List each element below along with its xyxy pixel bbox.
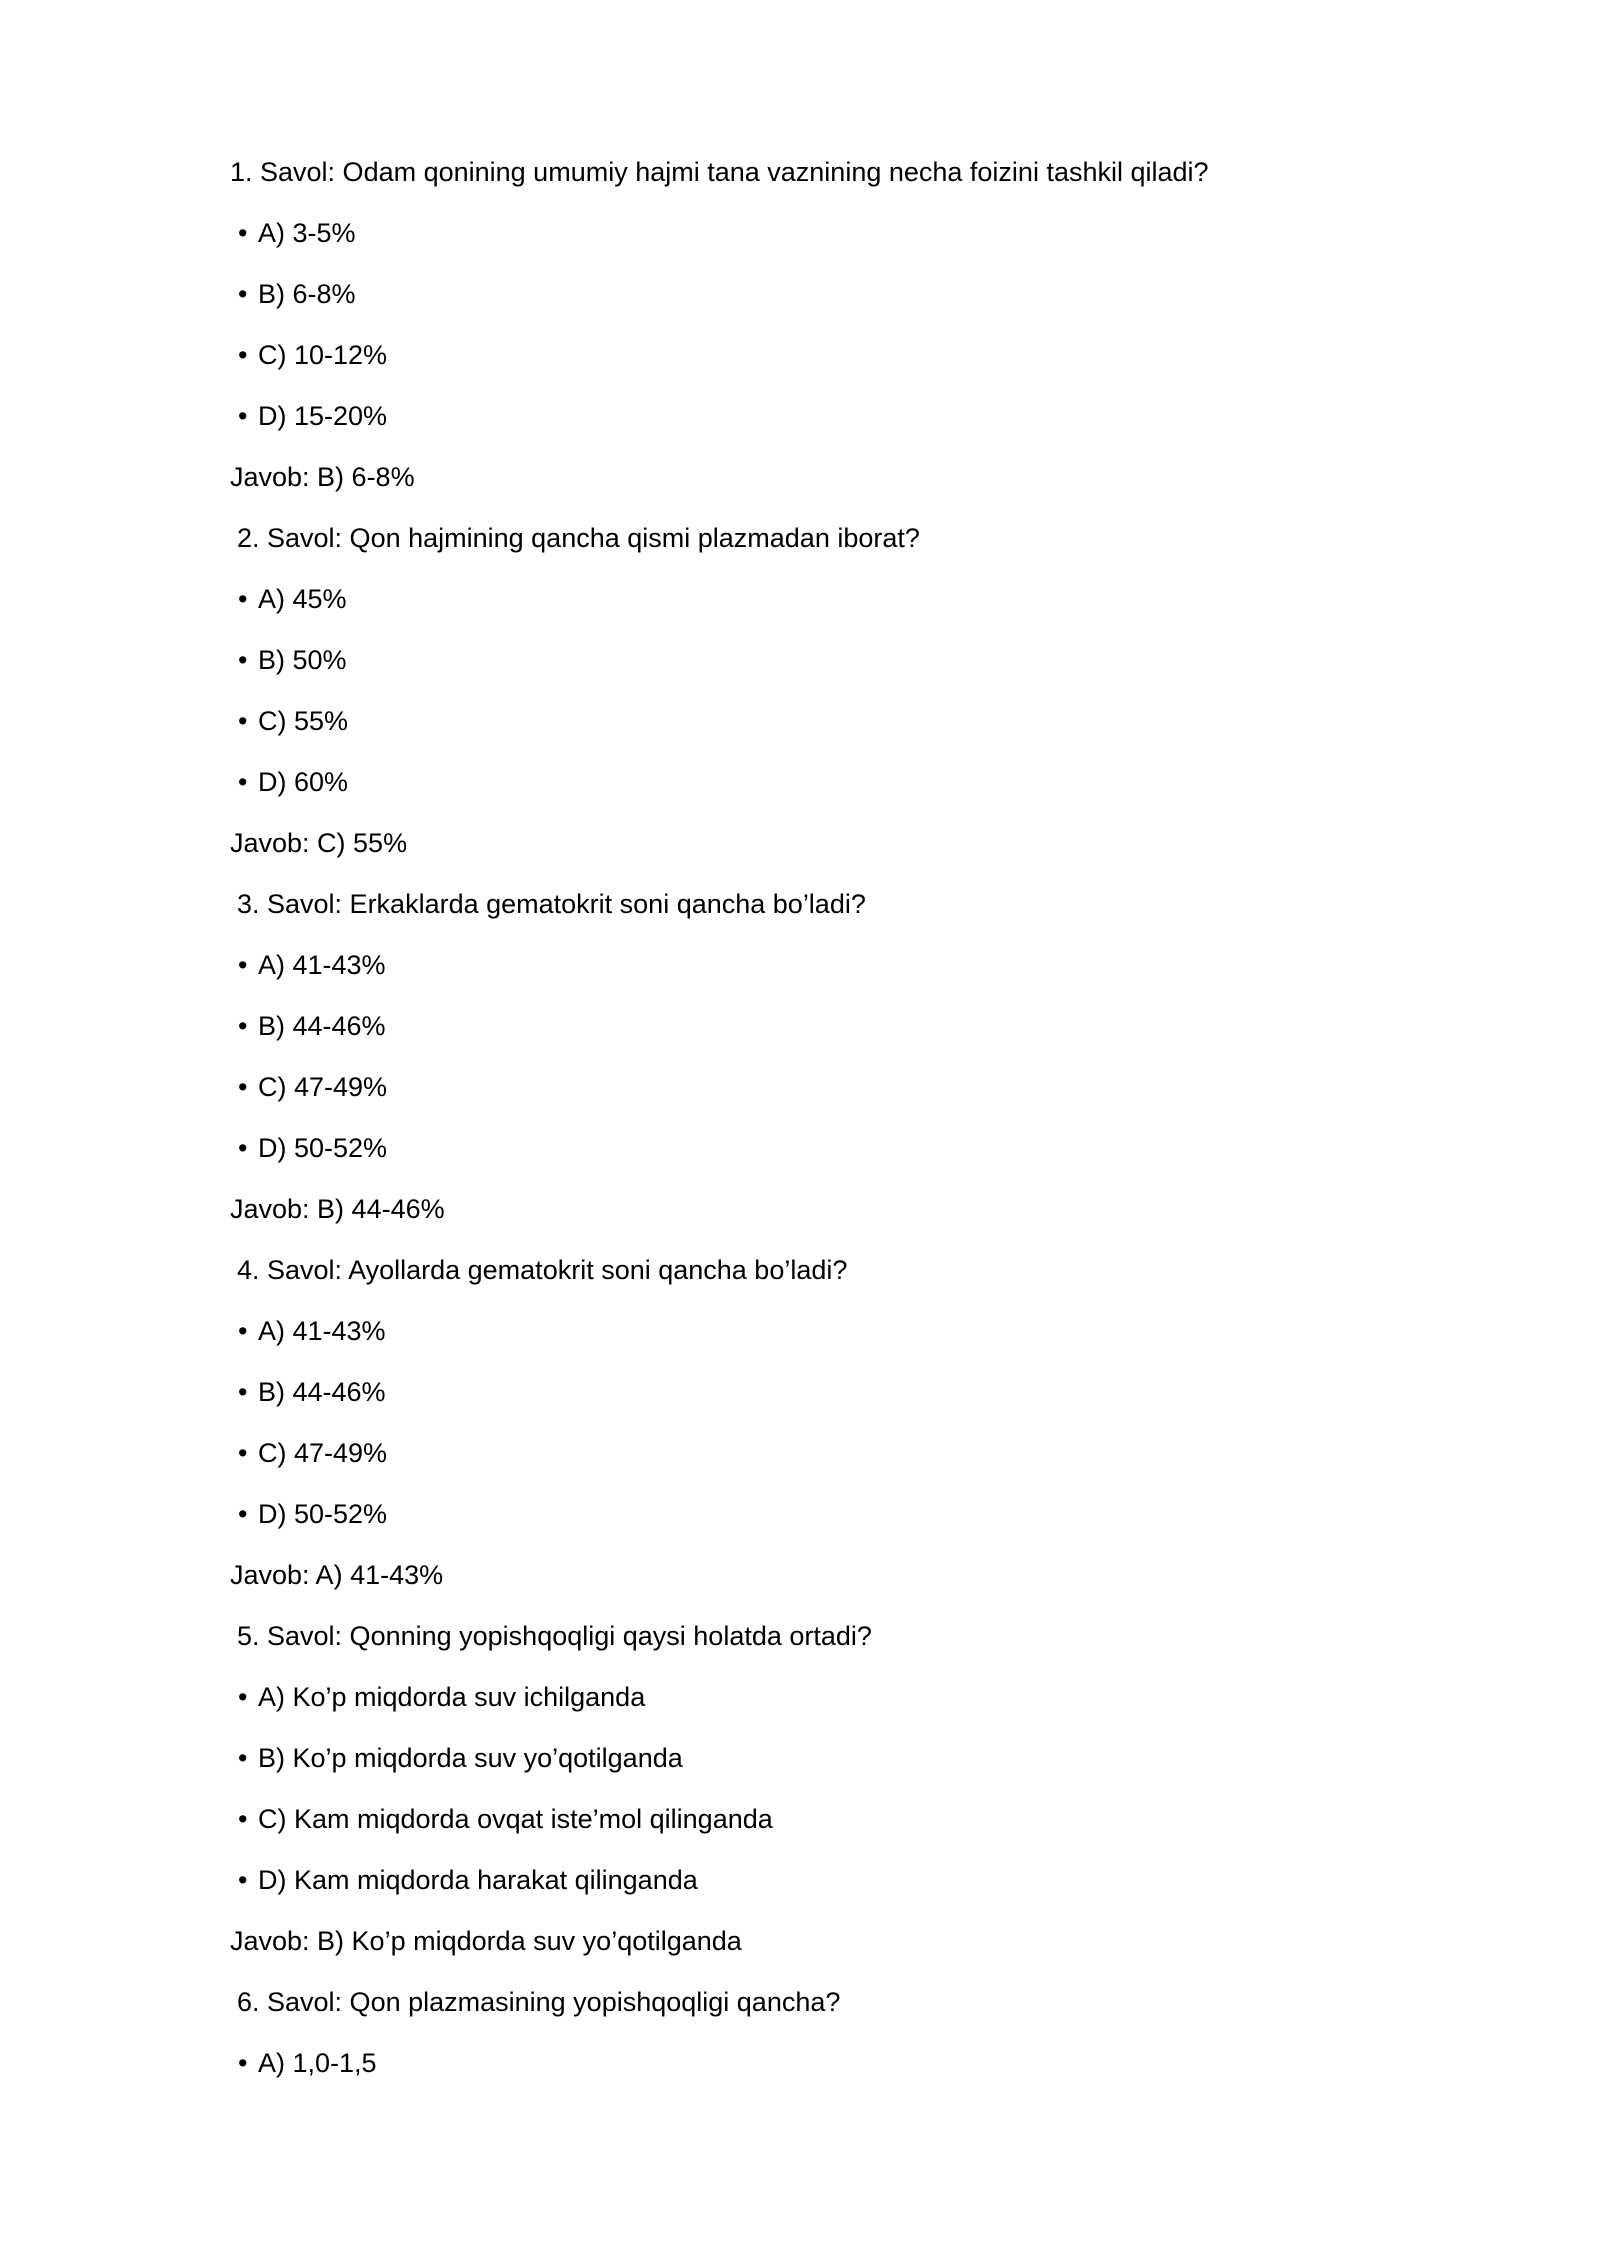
answer-option (230, 1372, 1390, 1433)
option-text: D) 15-20% (258, 401, 388, 431)
answer-option (230, 213, 1390, 274)
bullet-icon: • (238, 340, 248, 370)
question-text: 2. Savol: Qon hajmining qancha qismi plazmadan iborat? (237, 523, 920, 553)
bullet-icon: • (238, 1682, 248, 1712)
answer-text: Javob: C) 55% (230, 828, 408, 858)
answer-option (230, 1738, 1390, 1799)
bullet-icon: • (238, 1499, 248, 1529)
bullet-icon: • (238, 218, 248, 248)
bullet-icon: • (238, 279, 248, 309)
bullet-icon: • (238, 1133, 248, 1163)
bullet-icon: • (238, 950, 248, 980)
option-text: D) 60% (258, 767, 349, 797)
option-text: C) 55% (258, 706, 349, 736)
bullet-icon: • (238, 401, 248, 431)
question-text: 6. Savol: Qon plazmasining yopishqoqligi qancha? (237, 1987, 841, 2017)
option-text: A) Ko’p miqdorda suv ichilganda (258, 1682, 646, 1712)
answer-option (230, 945, 1390, 1006)
option-text: C) 10-12% (258, 340, 388, 370)
bullet-icon: • (238, 645, 248, 675)
answer-option (230, 1494, 1390, 1555)
answer-option (230, 1128, 1390, 1189)
question-text: 3. Savol: Erkaklarda gematokrit soni qancha bo’ladi? (237, 889, 866, 919)
bullet-icon: • (238, 2048, 248, 2078)
option-text: B) Ko’p miqdorda suv yo’qotilganda (258, 1743, 683, 1773)
bullet-icon: • (238, 584, 248, 614)
option-text: B) 50% (258, 645, 347, 675)
answer-option (230, 274, 1390, 335)
answer-option (230, 1799, 1390, 1860)
option-text: A) 1,0-1,5 (258, 2048, 377, 2078)
answer-option (230, 1860, 1390, 1921)
bullet-icon: • (238, 767, 248, 797)
answer-option (230, 1433, 1390, 1494)
option-text: C) Kam miqdorda ovqat iste’mol qilinganda (258, 1804, 773, 1834)
answer-option (230, 1311, 1390, 1372)
answer-text: Javob: B) 44-46% (230, 1194, 445, 1224)
bullet-icon: • (238, 1865, 248, 1895)
answer-option (230, 396, 1390, 457)
option-text: D) 50-52% (258, 1133, 388, 1163)
option-text: C) 47-49% (258, 1072, 388, 1102)
question-text: 4. Savol: Ayollarda gematokrit soni qancha bo’ladi? (237, 1255, 848, 1285)
bullet-icon: • (238, 1011, 248, 1041)
option-text: A) 41-43% (258, 1316, 386, 1346)
question-text: 5. Savol: Qonning yopishqoqligi qaysi holatda ortadi? (237, 1621, 872, 1651)
bullet-icon: • (238, 1316, 248, 1346)
answer-option (230, 640, 1390, 701)
bullet-icon: • (238, 706, 248, 736)
bullet-icon: • (238, 1804, 248, 1834)
answer-option (230, 1067, 1390, 1128)
option-text: C) 47-49% (258, 1438, 388, 1468)
bullet-icon: • (238, 1438, 248, 1468)
option-text: B) 6-8% (258, 279, 356, 309)
bullet-icon: • (238, 1743, 248, 1773)
answer-option (230, 1677, 1390, 1738)
option-text: D) Kam miqdorda harakat qilinganda (258, 1865, 698, 1895)
option-text: D) 50-52% (258, 1499, 388, 1529)
option-text: A) 45% (258, 584, 347, 614)
answer-option (230, 335, 1390, 396)
option-text: A) 41-43% (258, 950, 386, 980)
option-text: B) 44-46% (258, 1377, 386, 1407)
answer-text: Javob: B) 6-8% (230, 462, 415, 492)
answer-option (230, 762, 1390, 823)
question-text: 1. Savol: Odam qonining umumiy hajmi tana vaznining necha foizini tashkil qiladi? (230, 157, 1209, 187)
bullet-icon: • (238, 1072, 248, 1102)
option-text: A) 3-5% (258, 218, 356, 248)
bullet-icon: • (238, 1377, 248, 1407)
answer-option (230, 701, 1390, 762)
quiz-document (230, 152, 1390, 2104)
option-text: B) 44-46% (258, 1011, 386, 1041)
answer-text: Javob: B) Ko’p miqdorda suv yo’qotilganda (230, 1926, 742, 1956)
answer-text: Javob: A) 41-43% (230, 1560, 444, 1590)
answer-option (230, 579, 1390, 640)
answer-option (230, 1006, 1390, 1067)
answer-option (230, 2043, 1390, 2104)
